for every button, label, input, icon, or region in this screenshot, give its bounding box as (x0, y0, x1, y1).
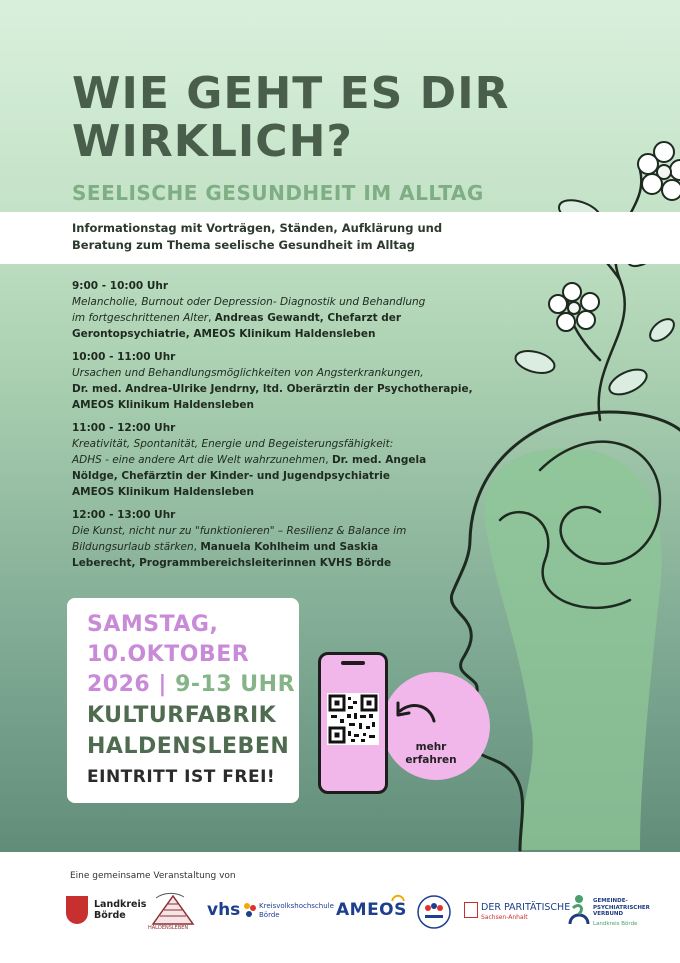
paritaet-box-icon (464, 902, 478, 918)
schedule-speaker-cont: Leberecht, Programmbereichsleiterinnen KVHS Börde (72, 557, 392, 569)
logo-gpv-sub: Landkreis Börde (593, 921, 638, 927)
logo-vhs-line2: Börde (259, 911, 280, 919)
schedule-topic: Ursachen und Behandlungsmöglichkeiten von Angsterkrankungen, (72, 367, 424, 379)
schedule-speaker: Andreas Gewandt, Chefarzt der (214, 312, 402, 324)
logo-gpv-text (593, 898, 663, 918)
smartphone-icon (318, 652, 388, 794)
logo-paritaet-sub: Sachsen-Anhalt (481, 914, 528, 921)
event-admission: EINTRITT IST FREI! (87, 767, 276, 787)
schedule-time: 12:00 - 13:00 Uhr (72, 509, 176, 521)
coat-of-arms-icon (66, 896, 88, 924)
logo-selbsthilfe-badge (416, 894, 452, 930)
more-info-line-1: mehr (415, 741, 447, 753)
schedule-speaker-cont: Nöldge, Chefärztin der Kinder- und Jugendpsychiatrie (72, 470, 390, 482)
intro-line-2: Beratung zum Thema seelische Gesundheit im Alltag (72, 238, 415, 252)
intro-band (0, 212, 680, 264)
logo-vhs-text (259, 902, 339, 920)
kulturfabrik-house-icon (150, 892, 196, 926)
vhs-dots-icon (243, 902, 257, 918)
more-info-label[interactable] (405, 741, 457, 767)
more-info-line-2: erfahren (405, 754, 457, 766)
logo-gpv-line3: VERBUND (593, 911, 624, 917)
logo-gemeindepsychiatrischer-verbund (567, 894, 650, 930)
intro-text (72, 220, 492, 254)
event-info-box (67, 598, 299, 803)
schedule-speaker: Dr. med. Andrea-Ulrike Jendrny, ltd. Oberärztin der Psychotherapie, (72, 383, 473, 395)
schedule-time: 10:00 - 11:00 Uhr (72, 351, 176, 363)
schedule-topic: Die Kunst, nicht nur zu "funktionieren" – Resilienz & Balance im (72, 525, 407, 537)
logo-vhs-mark: vhs (207, 900, 241, 920)
event-date: 10.OKTOBER (87, 642, 250, 667)
flower-icon-small (549, 283, 599, 331)
logo-paritaet-name: DER PARITÄTISCHE (481, 902, 571, 913)
gpv-figure-icon (567, 894, 591, 926)
schedule-topic: Melancholie, Burnout oder Depression- Diagnostik und Behandlung (72, 296, 426, 308)
event-venue-line1: KULTURFABRIK (87, 703, 277, 728)
footer-caption: Eine gemeinsame Veranstaltung von (70, 871, 236, 881)
intro-line-1: Informationstag mit Vorträgen, Ständen, Aufklärung und (72, 221, 443, 235)
logo-gpv-line1: GEMEINDE- (593, 898, 628, 904)
event-venue-line2: HALDENSLEBEN (87, 734, 290, 759)
qr-code-icon[interactable] (327, 693, 379, 745)
qr-code-graphic (327, 693, 379, 745)
footer (0, 852, 680, 963)
logo-kulturfabrik-sub: HALDENSLEBEN (148, 925, 189, 931)
event-year-time: 2026 | 9-13 UHR (87, 672, 296, 697)
logo-vhs-line1: Kreisvolkshochschule (259, 902, 334, 910)
schedule-topic-cont: Bildungsurlaub stärken (72, 541, 194, 553)
schedule-topic-cont: ADHS - eine andere Art die Welt wahrzunehmen (72, 454, 326, 466)
schedule-speaker-cont: AMEOS Klinikum Haldensleben (72, 486, 255, 498)
logo-landkreis-line1: Landkreis (94, 899, 147, 910)
logo-landkreis-line2: Börde (94, 910, 126, 921)
head-fill-shape (484, 448, 661, 850)
curved-arrow-icon (392, 699, 438, 727)
page-subtitle: SEELISCHE GESUNDHEIT IM ALLTAG (72, 181, 484, 205)
event-time: 9-13 UHR (175, 672, 296, 697)
logo-landkreis-text (94, 899, 154, 921)
phone-notch (341, 661, 365, 665)
schedule-item: 9:00 - 10:00 Uhr Melancholie, Burnout oder Depression- Diagnostik und Behandlung im fortgeschrittenen Alter, Andreas Gewandt, Chefarzt der Gerontopsychiatrie, AMEOS Klinikum Haldensleben (72, 278, 492, 342)
logo-kulturfabrik (150, 892, 196, 930)
schedule-topic: Kreativität, Spontanität, Energie und Begeisterungsfähigkeit: (72, 438, 394, 450)
schedule-speaker: Manuela Kohlheim und Saskia (200, 541, 379, 553)
schedule-item: 11:00 - 12:00 Uhr Kreativität, Spontanität, Energie und Begeisterungsfähigkeit: ADHS - eine andere Art die Welt wahrzunehmen, Dr. med. Angela Nöldge, Chefärztin der Kinder- und Jugendpsychiatrie AMEOS Klinikum Haldensleben (72, 420, 492, 500)
event-day: SAMSTAG, (87, 612, 219, 637)
ameos-arc-icon (391, 892, 405, 902)
page-title (72, 70, 509, 166)
flower-icon (638, 142, 680, 200)
schedule-item (72, 349, 492, 413)
schedule-list (72, 278, 492, 578)
schedule-item: 12:00 - 13:00 Uhr Die Kunst, nicht nur zu "funktionieren" – Resilienz & Balance im Bildungsurlaub stärken, Manuela Kohlheim und Saskia Leberecht, Programmbereichsleiterinnen KVHS Börde (72, 507, 492, 571)
schedule-topic-cont: im fortgeschrittenen Alter (72, 312, 209, 324)
schedule-speaker-cont: Gerontopsychiatrie, AMEOS Klinikum Haldensleben (72, 328, 376, 340)
logo-gpv-line2: PSYCHIATRISCHER (593, 904, 650, 911)
schedule-time: 9:00 - 10:00 Uhr (72, 280, 169, 292)
event-year: 2026 (87, 672, 151, 697)
schedule-time: 11:00 - 12:00 Uhr (72, 422, 176, 434)
logo-ameos: AMEOS (336, 900, 407, 920)
title-line-2: WIRKLICH? (72, 116, 353, 167)
schedule-speaker: Dr. med. Angela (331, 454, 427, 466)
title-line-1: WIE GEHT ES DIR (72, 68, 510, 119)
schedule-speaker-cont: AMEOS Klinikum Haldensleben (72, 399, 255, 411)
